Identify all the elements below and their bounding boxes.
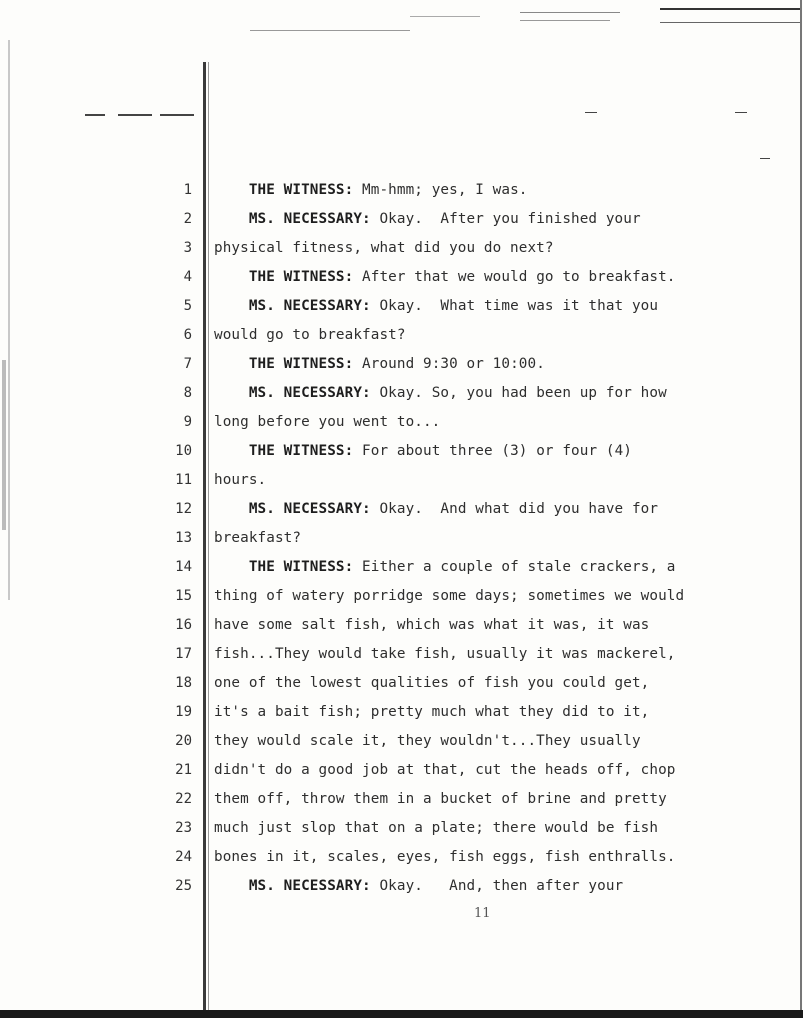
line-number: 9 [183, 414, 192, 430]
line-number: 4 [183, 269, 192, 285]
speaker-label: MS. NECESSARY: [248, 501, 371, 517]
line-content: hours. [214, 472, 267, 488]
line-text [214, 872, 799, 900]
transcript-line [0, 553, 803, 581]
line-text [214, 321, 799, 349]
scan-artifact-top-2 [660, 8, 800, 10]
header-dash-1 [85, 114, 105, 116]
line-text [214, 292, 799, 320]
transcript-line [0, 350, 803, 378]
line-number: 18 [175, 675, 192, 691]
page-number: 11 [474, 906, 491, 921]
line-text [214, 814, 799, 842]
line-number: 7 [183, 356, 192, 372]
header-dash-6 [760, 158, 770, 159]
header-dash-3 [160, 114, 194, 116]
line-text [214, 611, 799, 639]
speaker-label: MS. NECESSARY: [248, 385, 371, 401]
transcript-line [0, 814, 803, 842]
line-content: thing of watery porridge some days; sometimes we would [214, 588, 685, 604]
transcript-line [0, 872, 803, 900]
speaker-label: THE WITNESS: [248, 443, 354, 459]
line-number: 6 [183, 327, 192, 343]
line-content: bones in it, scales, eyes, fish eggs, fish enthralls. [214, 849, 676, 865]
transcript-line [0, 582, 803, 610]
line-text [214, 263, 799, 291]
line-text [214, 553, 799, 581]
line-content: didn't do a good job at that, cut the heads off, chop [214, 762, 676, 778]
scan-artifact-top-6 [250, 30, 410, 31]
line-content: them off, throw them in a bucket of brine and pretty [214, 791, 667, 807]
scan-artifact-top-1 [520, 12, 620, 13]
line-text [214, 234, 799, 262]
transcript-line [0, 785, 803, 813]
line-text [214, 669, 799, 697]
line-content: one of the lowest qualities of fish you could get, [214, 675, 650, 691]
line-text [214, 785, 799, 813]
line-content: would go to breakfast? [214, 327, 406, 343]
line-text [214, 176, 799, 204]
line-content: For about three (3) or four (4) [353, 443, 632, 459]
line-number: 22 [175, 791, 192, 807]
header-dash-5 [735, 112, 747, 113]
line-text [214, 495, 799, 523]
speaker-label: THE WITNESS: [248, 269, 354, 285]
speaker-label: MS. NECESSARY: [248, 878, 371, 894]
line-number: 13 [175, 530, 192, 546]
line-text [214, 640, 799, 668]
line-content: Okay. After you finished your [370, 211, 641, 227]
transcript-line [0, 611, 803, 639]
header-dash-2 [118, 114, 152, 116]
line-number: 3 [183, 240, 192, 256]
line-content: Mm-hmm; yes, I was. [353, 182, 528, 198]
line-text [214, 350, 799, 378]
scan-artifact-top-4 [660, 22, 800, 23]
line-number: 5 [183, 298, 192, 314]
line-content: fish...They would take fish, usually it was mackerel, [214, 646, 676, 662]
transcript-line [0, 437, 803, 465]
line-text [214, 756, 799, 784]
line-content: Okay. And, then after your [370, 878, 624, 894]
line-text [214, 698, 799, 726]
line-text [214, 437, 799, 465]
transcript-line [0, 727, 803, 755]
header-dash-4 [585, 112, 597, 113]
speaker-label: THE WITNESS: [248, 559, 354, 575]
line-content: long before you went to... [214, 414, 441, 430]
transcript-line [0, 698, 803, 726]
line-number: 23 [175, 820, 192, 836]
line-text [214, 727, 799, 755]
transcript-line [0, 263, 803, 291]
line-content: it's a bait fish; pretty much what they did to it, [214, 704, 650, 720]
line-number: 25 [175, 878, 192, 894]
line-number: 17 [175, 646, 192, 662]
line-number: 10 [175, 443, 192, 459]
transcript-line [0, 524, 803, 552]
line-content: After that we would go to breakfast. [353, 269, 676, 285]
line-content: have some salt fish, which was what it was, it was [214, 617, 650, 633]
transcript-line [0, 234, 803, 262]
line-number: 16 [175, 617, 192, 633]
speaker-label: THE WITNESS: [248, 356, 354, 372]
line-text [214, 843, 799, 871]
speaker-label: THE WITNESS: [248, 182, 354, 198]
line-number: 2 [183, 211, 192, 227]
line-number: 15 [175, 588, 192, 604]
transcript-line [0, 408, 803, 436]
speaker-label: MS. NECESSARY: [248, 211, 371, 227]
transcript-line [0, 495, 803, 523]
line-number: 14 [175, 559, 192, 575]
line-number: 20 [175, 733, 192, 749]
transcript-line [0, 756, 803, 784]
transcript-line [0, 379, 803, 407]
line-number: 21 [175, 762, 192, 778]
line-content: Around 9:30 or 10:00. [353, 356, 545, 372]
line-content: Okay. So, you had been up for how [370, 385, 667, 401]
transcript-line [0, 292, 803, 320]
line-text [214, 205, 799, 233]
transcript-line [0, 640, 803, 668]
line-text [214, 466, 799, 494]
transcript-line [0, 176, 803, 204]
line-content: Either a couple of stale crackers, a [353, 559, 676, 575]
line-text [214, 379, 799, 407]
line-number: 1 [183, 182, 192, 198]
transcript-line [0, 466, 803, 494]
line-number: 12 [175, 501, 192, 517]
line-number: 19 [175, 704, 192, 720]
line-number: 24 [175, 849, 192, 865]
scan-artifact-top-3 [520, 20, 610, 21]
line-text [214, 408, 799, 436]
transcript-line [0, 843, 803, 871]
line-content: they would scale it, they wouldn't...They usually [214, 733, 641, 749]
line-content: physical fitness, what did you do next? [214, 240, 554, 256]
line-text [214, 524, 799, 552]
scan-artifact-top-5 [410, 16, 480, 17]
transcript-line [0, 669, 803, 697]
line-number: 8 [183, 385, 192, 401]
line-content: breakfast? [214, 530, 302, 546]
line-content: Okay. What time was it that you [370, 298, 659, 314]
speaker-label: MS. NECESSARY: [248, 298, 371, 314]
transcript-line [0, 321, 803, 349]
transcript-line [0, 205, 803, 233]
line-content: much just slop that on a plate; there would be fish [214, 820, 659, 836]
line-content: Okay. And what did you have for [370, 501, 659, 517]
line-text [214, 582, 799, 610]
line-number: 11 [175, 472, 192, 488]
bottom-scan-border [0, 1010, 803, 1018]
